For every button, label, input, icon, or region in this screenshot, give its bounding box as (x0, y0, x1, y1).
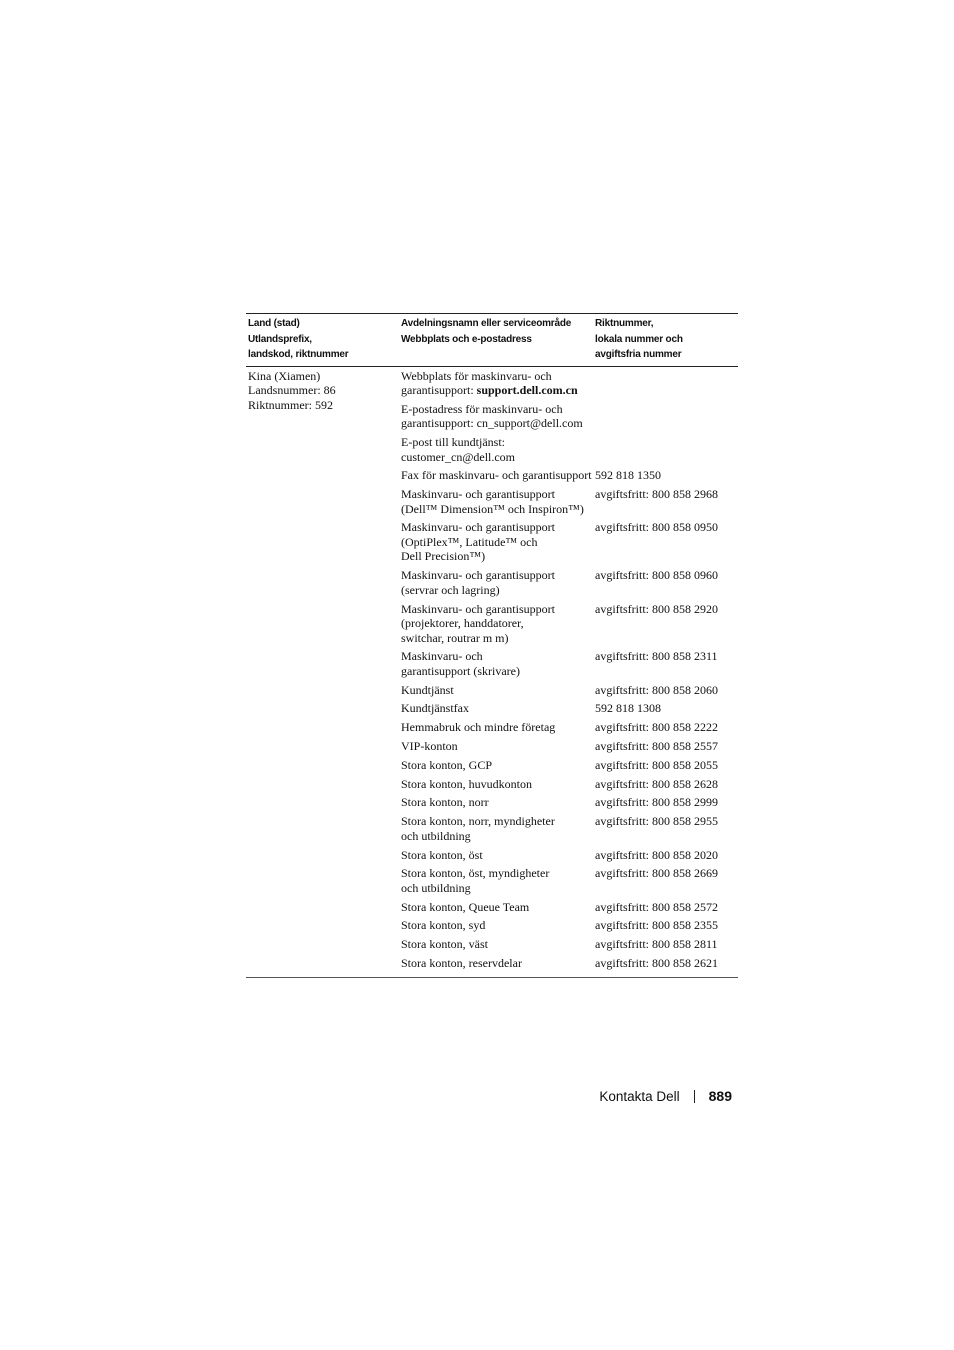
department-cell (398, 848, 593, 863)
department-text: Maskinvaru- och garantisupport (Dell™ Dimension™ och Inspiron™) (401, 487, 584, 516)
department-text: Stora konton, väst (401, 937, 488, 952)
table-header (246, 314, 738, 367)
department-text: Maskinvaru- och garantisupport (OptiPlex™, Latitude™ och Dell Precision™) (401, 520, 555, 564)
service-rows (398, 369, 738, 975)
phone-number-cell: avgiftsfritt: 800 858 0960 (595, 568, 718, 583)
department-text: Maskinvaru- och garantisupport (skrivare) (401, 649, 520, 678)
contact-table (246, 313, 738, 978)
table-row (398, 520, 738, 564)
department-text: Stora konton, öst (401, 847, 483, 862)
table-row (398, 900, 738, 915)
department-cell (398, 739, 593, 754)
phone-number-cell: avgiftsfritt: 800 858 2311 (595, 649, 718, 664)
department-cell (398, 468, 593, 483)
phone-number-cell (593, 402, 738, 431)
header-numbers: Riktnummer, lokala nummer och avgiftsfria nummer (595, 318, 683, 360)
phone-number-cell: avgiftsfritt: 800 858 2020 (595, 847, 718, 862)
phone-number-cell: avgiftsfritt: 800 858 2955 (595, 814, 718, 829)
table-row (398, 918, 738, 933)
table-row (398, 848, 738, 863)
table-row (398, 402, 738, 431)
department-cell (398, 683, 593, 698)
department-cell (398, 866, 593, 895)
table-row (398, 649, 738, 678)
table-row (398, 369, 738, 398)
table-row (398, 814, 738, 843)
department-cell (398, 402, 593, 431)
department-text: Webbplats för maskinvaru- och garantisupport: (401, 368, 552, 397)
footer-section-title: Kontakta Dell (599, 1088, 680, 1104)
phone-number-cell: avgiftsfritt: 800 858 2999 (595, 795, 718, 810)
phone-number-cell: avgiftsfritt: 800 858 2669 (595, 866, 718, 881)
phone-number-cell: avgiftsfritt: 800 858 2628 (595, 776, 718, 791)
header-country: Land (stad) Utlandsprefix, landskod, riktnummer (248, 318, 349, 360)
phone-number-cell: avgiftsfritt: 800 858 2920 (595, 601, 718, 616)
department-text: Hemmabruk och mindre företag (401, 720, 556, 735)
table-row (398, 602, 738, 646)
table-row (398, 720, 738, 735)
department-text: Stora konton, öst, myndigheter och utbildning (401, 866, 550, 895)
department-text: Maskinvaru- och garantisupport (projektorer, handdatorer, switchar, routrar m m) (401, 601, 555, 645)
department-cell (398, 720, 593, 735)
department-cell (398, 649, 593, 678)
department-cell (398, 814, 593, 843)
phone-number-cell: 592 818 1308 (595, 701, 661, 716)
table-row (398, 937, 738, 952)
department-text: Stora konton, huvudkonton (401, 776, 532, 791)
phone-number-cell: avgiftsfritt: 800 858 2355 (595, 918, 718, 933)
department-cell (398, 758, 593, 773)
phone-number-cell: avgiftsfritt: 800 858 2621 (595, 956, 718, 971)
department-cell (398, 918, 593, 933)
phone-number-cell: avgiftsfritt: 800 858 2968 (595, 487, 718, 502)
department-cell (398, 900, 593, 915)
department-cell (398, 602, 593, 646)
department-cell (398, 937, 593, 952)
phone-number-cell: avgiftsfritt: 800 858 2055 (595, 757, 718, 772)
department-cell (398, 701, 593, 716)
area-code-label: Riktnummer: (248, 397, 315, 412)
department-text: Stora konton, Queue Team (401, 899, 530, 914)
table-row (398, 487, 738, 516)
area-code: 592 (315, 397, 333, 412)
department-text: E-post till kundtjänst: customer_cn@dell.com (401, 435, 516, 464)
table-row (398, 568, 738, 597)
footer-separator (694, 1090, 695, 1103)
department-text: Stora konton, syd (401, 918, 486, 933)
table-row (398, 795, 738, 810)
table-body (246, 367, 738, 977)
department-text: Stora konton, norr, myndigheter och utbildning (401, 814, 555, 843)
page-footer (599, 1088, 732, 1104)
table-row (398, 866, 738, 895)
department-text: Stora konton, norr (401, 795, 489, 810)
department-cell (398, 487, 593, 516)
area-code-line (248, 398, 398, 413)
phone-number-cell (593, 435, 738, 464)
phone-number-cell: avgiftsfritt: 800 858 2060 (595, 682, 718, 697)
header-department: Avdelningsnamn eller serviceområde Webbplats och e-postadress (401, 318, 572, 345)
department-cell (398, 568, 593, 597)
table-row (398, 435, 738, 464)
table-row (398, 777, 738, 792)
website-link[interactable]: support.dell.com.cn (476, 383, 578, 397)
table-row (398, 468, 738, 483)
page-number: 889 (708, 1088, 732, 1104)
department-cell (398, 956, 593, 971)
table-row (398, 683, 738, 698)
table-row (398, 739, 738, 754)
phone-number-cell: avgiftsfritt: 800 858 2572 (595, 899, 718, 914)
phone-number-cell: avgiftsfritt: 800 858 2557 (595, 739, 718, 754)
department-cell (398, 520, 593, 564)
phone-number-cell (593, 369, 738, 398)
department-text: Maskinvaru- och garantisupport (servrar och lagring) (401, 568, 555, 597)
department-text: E-postadress för maskinvaru- och garantisupport: cn_support@dell.com (401, 401, 583, 431)
department-text: VIP-konton (401, 739, 458, 754)
table-row (398, 758, 738, 773)
table-row (398, 956, 738, 971)
country-code-label: Landsnummer: (248, 383, 324, 397)
country-name: Kina (Xiamen) (248, 368, 321, 383)
department-cell (398, 435, 593, 464)
phone-number-cell: avgiftsfritt: 800 858 0950 (595, 520, 718, 535)
phone-number-cell: 592 818 1350 (595, 468, 661, 483)
department-text: Stora konton, reservdelar (401, 956, 522, 971)
country-code-line (248, 383, 398, 398)
department-text: Stora konton, GCP (401, 757, 493, 772)
department-text: Kundtjänst (401, 682, 454, 697)
department-cell (398, 777, 593, 792)
table-row (398, 701, 738, 716)
department-text: Kundtjänstfax (401, 701, 469, 716)
phone-number-cell: avgiftsfritt: 800 858 2811 (595, 937, 718, 952)
department-text: Fax för maskinvaru- och garantisupport (401, 468, 592, 483)
department-cell (398, 369, 593, 398)
department-cell (398, 795, 593, 810)
country-cell (246, 369, 398, 975)
phone-number-cell: avgiftsfritt: 800 858 2222 (595, 720, 718, 735)
country-code: 86 (323, 383, 336, 397)
